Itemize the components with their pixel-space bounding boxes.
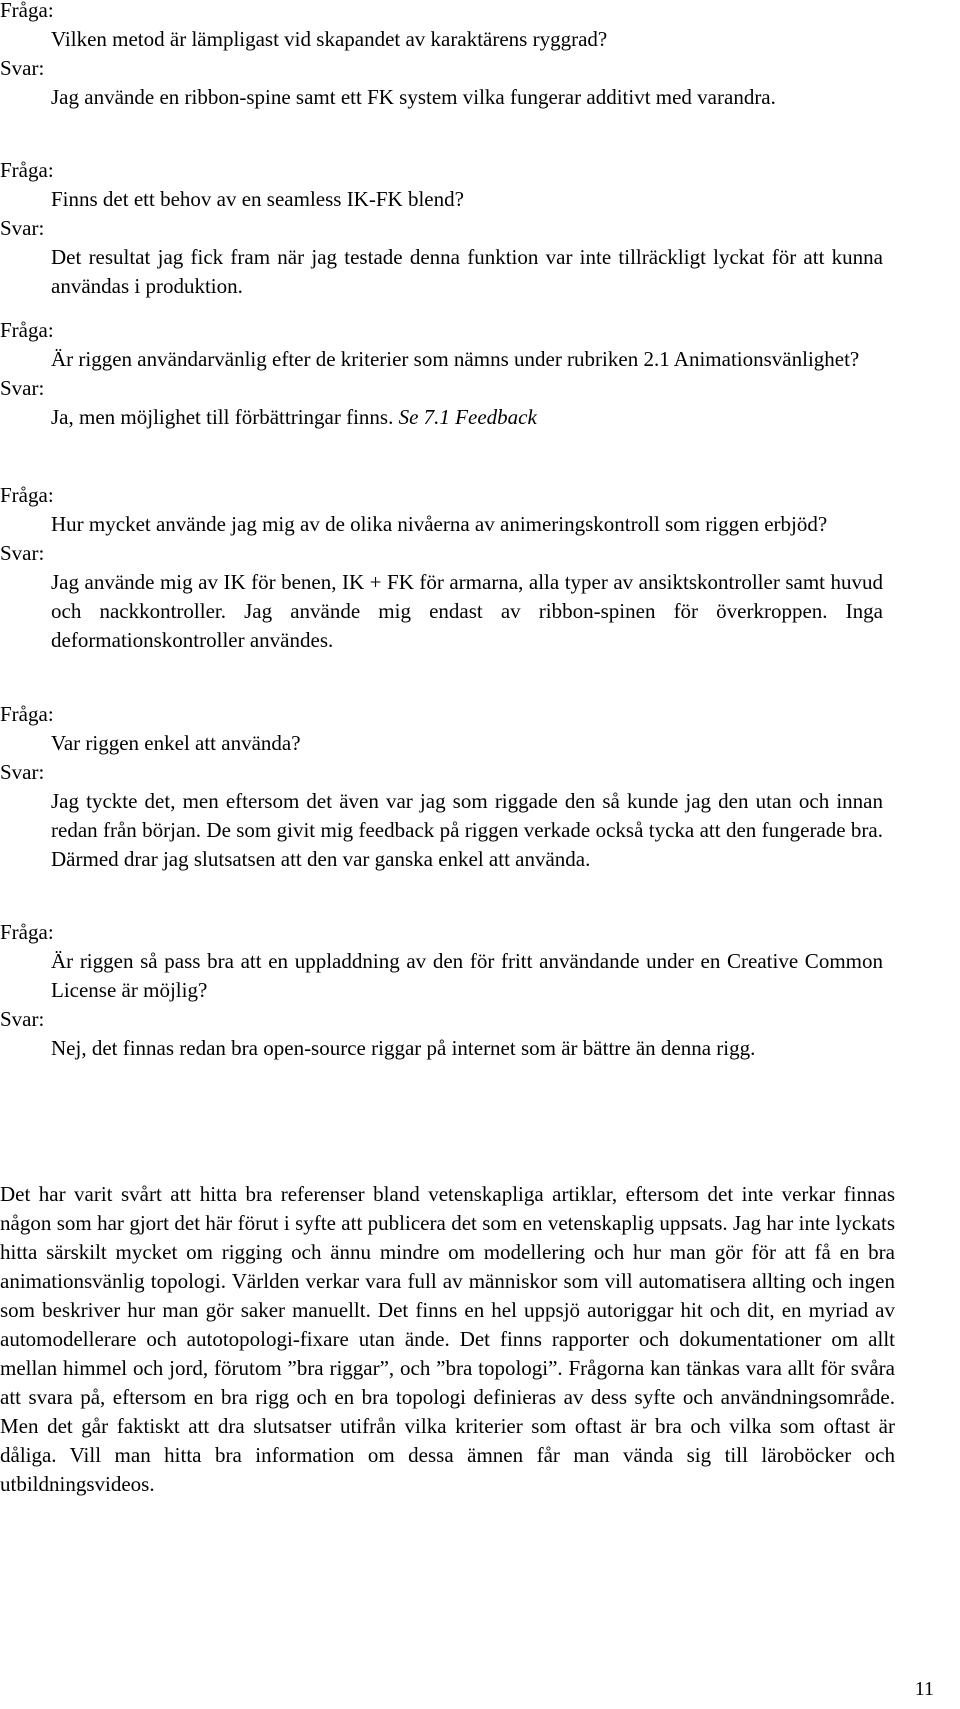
- answer-label: Svar:: [0, 541, 45, 565]
- qa-block: [0, 0, 960, 112]
- question-text: Hur mycket använde jag mig av de olika nivåerna av animeringskontroll som riggen erbjöd?: [51, 512, 828, 536]
- answer-text: [51, 403, 883, 432]
- question-label: Fråga:: [0, 0, 54, 22]
- answer-text: Nej, det finnas redan bra open-source riggar på internet som är bättre än denna rigg.: [51, 1036, 756, 1060]
- qa-block: [0, 316, 960, 432]
- qa-block: [0, 481, 960, 655]
- qa-block: [0, 918, 960, 1063]
- question-text: Finns det ett behov av en seamless IK-FK blend?: [51, 187, 464, 211]
- question-label: Fråga:: [0, 158, 54, 182]
- body-paragraph: Det har varit svårt att hitta bra referenser bland vetenskapliga artiklar, eftersom det inte verkar finnas någon som har gjort det här förut i syfte att publicera det som en vetenskaplig uppsats. Jag har inte lyckats hitta särskilt mycket om rigging och ännu mindre om modellering och hur man gör för att få en bra animationsvänlig topologi. Världen verkar vara full av människor som vill automatisera allting och ingen som beskriver hur man gör saker manuellt. Det finns en hel uppsjö autoriggar hit och dit, en myriad av automodellerare och autotopologi-fixare utan ände. Det finns rapporter och dokumentationer om allt mellan himmel och jord, förutom ”bra riggar”, och ”bra topologi”. Frågorna kan tänkas vara allt för svåra att svara på, eftersom en bra rigg och en bra topologi definieras av dess syfte och användningsområde. Men det går faktiskt att dra slutsatser utifrån vilka kriterier som oftast är bra och vilka som oftast är dåliga. Vill man hitta bra information om dessa ämnen får man vända sig till läroböcker och utbildningsvideos.: [0, 1182, 895, 1496]
- question-label: Fråga:: [0, 483, 54, 507]
- question-label: Fråga:: [0, 318, 54, 342]
- answer-text: Jag tyckte det, men eftersom det även var jag som riggade den så kunde jag den utan och innan redan från början. De som givit mig feedback på riggen verkade också tycka att den fungerade bra. Därmed drar jag slutsatsen att den var ganska enkel att använda.: [51, 789, 883, 871]
- answer-label: Svar:: [0, 760, 45, 784]
- question-label: Fråga:: [0, 920, 54, 944]
- page-number: 11: [914, 1678, 934, 1700]
- answer-label: Svar:: [0, 1007, 45, 1031]
- feedback-reference: Se 7.1 Feedback: [398, 405, 537, 429]
- answer-text: Jag använde mig av IK för benen, IK + FK för armarna, alla typer av ansiktskontroller samt huvud och nackkontroller. Jag använde mig endast av ribbon-spinen för överkroppen. Inga deformationskontroller användes.: [51, 570, 883, 652]
- question-text: Var riggen enkel att använda?: [51, 731, 301, 755]
- question-text: Är riggen användarvänlig efter de kriterier som nämns under rubriken 2.1 Animationsvänlighet?: [51, 347, 860, 371]
- answer-main: Ja, men möjlighet till förbättringar finns.: [51, 405, 394, 429]
- answer-text: Jag använde en ribbon-spine samt ett FK system vilka fungerar additivt med varandra.: [51, 85, 776, 109]
- question-label: Fråga:: [0, 702, 54, 726]
- qa-block: [0, 700, 960, 874]
- answer-label: Svar:: [0, 216, 45, 240]
- question-text: Vilken metod är lämpligast vid skapandet av karaktärens ryggrad?: [51, 27, 608, 51]
- qa-block: [0, 156, 960, 301]
- answer-text: Det resultat jag fick fram när jag testade denna funktion var inte tillräckligt lyckat för att kunna användas i produktion.: [51, 245, 883, 298]
- answer-label: Svar:: [0, 376, 45, 400]
- answer-label: Svar:: [0, 56, 45, 80]
- question-text: Är riggen så pass bra att en uppladdning av den för fritt användande under en Creative Common License är möjlig?: [51, 949, 883, 1002]
